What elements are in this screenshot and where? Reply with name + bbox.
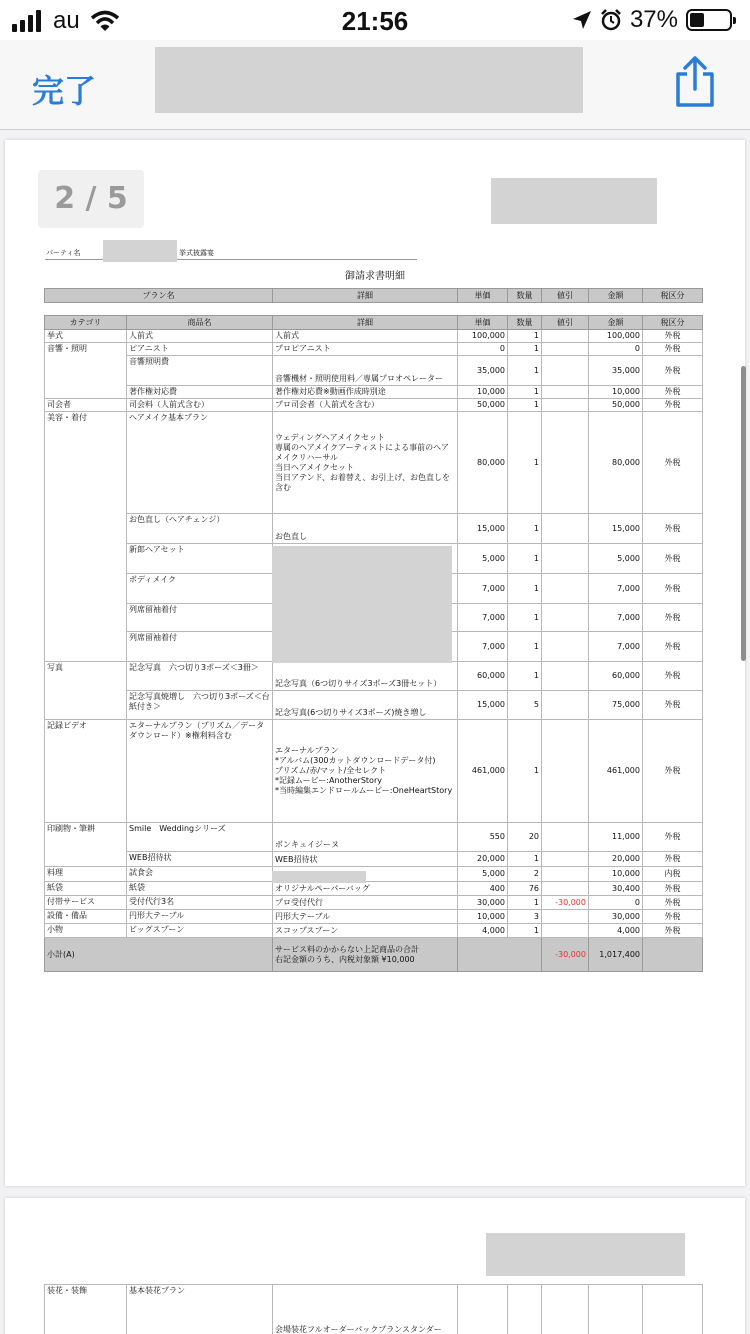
cell-item: 記念写真 六つ切り3ポーズ＜3冊＞ bbox=[127, 662, 273, 691]
cell-category: 料理 bbox=[45, 867, 127, 882]
cell-price: 461,000 bbox=[458, 720, 508, 823]
cell-discount bbox=[542, 574, 589, 604]
plan-header-table bbox=[44, 288, 703, 303]
cell-discount bbox=[542, 544, 589, 574]
cell-amount: 15,000 bbox=[589, 514, 643, 544]
table-row bbox=[45, 662, 703, 691]
cell-item: 記念写真焼増し 六つ切り3ポーズ＜台紙付き＞ bbox=[127, 691, 273, 720]
alarm-icon bbox=[600, 9, 622, 31]
table-row bbox=[45, 720, 703, 823]
cell-item: 音響照明費 bbox=[127, 356, 273, 386]
table-row bbox=[45, 330, 703, 343]
cell-discount bbox=[542, 343, 589, 356]
cell-discount bbox=[542, 823, 589, 852]
cell-qty: 1 bbox=[508, 412, 542, 514]
cell-qty: 1 bbox=[508, 604, 542, 632]
cell-discount bbox=[542, 882, 589, 896]
cell-amount: 0 bbox=[589, 343, 643, 356]
cell-discount bbox=[542, 514, 589, 544]
cell-item: WEB招待状 bbox=[127, 852, 273, 867]
cell-price: 30,000 bbox=[458, 896, 508, 910]
table-row bbox=[45, 924, 703, 938]
cell-price: 550 bbox=[458, 823, 508, 852]
cell-qty: 1 bbox=[508, 343, 542, 356]
cell-qty: 1 bbox=[508, 662, 542, 691]
redacted-party-name bbox=[103, 240, 177, 262]
cell-tax: 外税 bbox=[643, 514, 703, 544]
cell-price: 50,000 bbox=[458, 399, 508, 412]
table-row bbox=[45, 882, 703, 896]
cell-price: 10,000 bbox=[458, 910, 508, 924]
cell-price: 4,000 bbox=[458, 924, 508, 938]
cell-item: 新郎ヘアセット bbox=[127, 544, 273, 574]
cell-tax: 外税 bbox=[643, 823, 703, 852]
header-cell: 税区分 bbox=[643, 289, 703, 303]
cell-category: 音響・照明 bbox=[45, 343, 127, 399]
cell-amount: 11,000 bbox=[589, 823, 643, 852]
cell-amount: 75,000 bbox=[589, 691, 643, 720]
header-cell: カテゴリ bbox=[45, 316, 127, 330]
cell-discount bbox=[542, 412, 589, 514]
cell-discount bbox=[542, 356, 589, 386]
subtotal-label: 小計(A) bbox=[45, 938, 273, 972]
document-page bbox=[5, 140, 745, 1186]
cell-qty: 1 bbox=[508, 330, 542, 343]
cell-discount bbox=[542, 330, 589, 343]
cell-tax: 外税 bbox=[643, 386, 703, 399]
cell-detail: オリジナルペーパーバッグ bbox=[273, 882, 458, 896]
cell-amount: 35,000 bbox=[589, 356, 643, 386]
cell-category: 挙式 bbox=[45, 330, 127, 343]
nav-bar bbox=[0, 40, 750, 130]
table-row bbox=[45, 1285, 703, 1334]
cell-discount bbox=[542, 852, 589, 867]
header-cell: 詳細 bbox=[273, 289, 458, 303]
cell-tax: 外税 bbox=[643, 852, 703, 867]
cell-price: 7,000 bbox=[458, 574, 508, 604]
cell-item: 基本装花プラン bbox=[127, 1285, 273, 1334]
subtotal-amount: 1,017,400 bbox=[589, 938, 643, 972]
cell-discount bbox=[542, 910, 589, 924]
table-row bbox=[45, 514, 703, 544]
cell-tax: 外税 bbox=[643, 910, 703, 924]
cell-item: 著作権対応費 bbox=[127, 386, 273, 399]
cell-amount: 5,000 bbox=[589, 544, 643, 574]
cell-price: 5,000 bbox=[458, 544, 508, 574]
table-row bbox=[45, 867, 703, 882]
cell-tax: 外税 bbox=[643, 574, 703, 604]
cell-item: 人前式 bbox=[127, 330, 273, 343]
cell-item: 司会料（人前式含む） bbox=[127, 399, 273, 412]
cell-qty: 1 bbox=[508, 574, 542, 604]
cell-tax: 外税 bbox=[643, 399, 703, 412]
cell-qty: 1 bbox=[508, 896, 542, 910]
cell-detail: WEB招待状 bbox=[273, 852, 458, 867]
cell-category: 印刷物・筆耕 bbox=[45, 823, 127, 867]
cell-item: ビッグスプーン bbox=[127, 924, 273, 938]
cell-amount: 30,400 bbox=[589, 882, 643, 896]
cell-qty: 1 bbox=[508, 924, 542, 938]
cell-detail: ウェディングヘアメイクセット 専属のヘアメイクアーティストによる事前のヘアメイクリハーサル 当日ヘアメイクセット 当日アテンド、お着替え、お引上げ、お色直しを含む bbox=[273, 412, 458, 514]
cell-qty: 2 bbox=[508, 867, 542, 882]
cell-amount: 80,000 bbox=[589, 412, 643, 514]
cell-category: 写真 bbox=[45, 662, 127, 720]
cell-amount: 10,000 bbox=[589, 386, 643, 399]
subtotal-row bbox=[45, 938, 703, 972]
cell-amount: 7,000 bbox=[589, 632, 643, 662]
document-title: 御請求書明細 bbox=[345, 271, 405, 282]
cell-price: 7,000 bbox=[458, 632, 508, 662]
cell-amount: 10,000 bbox=[589, 867, 643, 882]
header-cell: 金額 bbox=[589, 316, 643, 330]
cell-price: 400 bbox=[458, 882, 508, 896]
header-cell: 数量 bbox=[508, 316, 542, 330]
cell-tax: 外税 bbox=[643, 343, 703, 356]
table-header-row bbox=[45, 316, 703, 330]
cell-detail: 円形大テーブル bbox=[273, 910, 458, 924]
cell-discount bbox=[542, 399, 589, 412]
cell-amount: 30,000 bbox=[589, 910, 643, 924]
status-bar bbox=[0, 0, 750, 40]
table-row bbox=[45, 356, 703, 386]
cell-item: 円形大テーブル bbox=[127, 910, 273, 924]
cell-detail: ボンキュイジーヌ bbox=[273, 823, 458, 852]
header-cell: 値引 bbox=[542, 316, 589, 330]
cell-category: 小物 bbox=[45, 924, 127, 938]
cell-discount bbox=[542, 691, 589, 720]
cell-amount: 50,000 bbox=[589, 399, 643, 412]
cell-amount: 7,000 bbox=[589, 574, 643, 604]
cell-price: 7,000 bbox=[458, 604, 508, 632]
cell-detail: エターナルプラン *アルバム(300カットダウンロードデータ付) プリズム/赤/マット/全セレクト *記録ムービー:AnotherStory *当時編集エンドロールムービー:OneHeartStory bbox=[273, 720, 458, 823]
done-button[interactable]: 完了 bbox=[32, 72, 97, 110]
cell-detail: 会場装花フルオーダーパックプランスタンダー bbox=[273, 1285, 458, 1334]
cell-category: 紙袋 bbox=[45, 882, 127, 896]
cell-item: ピアニスト bbox=[127, 343, 273, 356]
redacted-details bbox=[272, 546, 452, 663]
redacted-block-2 bbox=[486, 1233, 685, 1276]
share-icon[interactable] bbox=[672, 56, 718, 108]
plan-header-row bbox=[45, 289, 703, 303]
cell-amount: 100,000 bbox=[589, 330, 643, 343]
cell-detail: プロ司会者（人前式を含む） bbox=[273, 399, 458, 412]
cell-tax: 外税 bbox=[643, 691, 703, 720]
cell-discount bbox=[542, 867, 589, 882]
redacted-block bbox=[491, 178, 657, 224]
cell-tax: 外税 bbox=[643, 604, 703, 632]
cell-qty: 5 bbox=[508, 691, 542, 720]
cell-qty: 1 bbox=[508, 399, 542, 412]
cell-detail: プロ受付代行 bbox=[273, 896, 458, 910]
cell-item: 紙袋 bbox=[127, 882, 273, 896]
cell-price: 20,000 bbox=[458, 852, 508, 867]
cell-price: 35,000 bbox=[458, 356, 508, 386]
header-cell: 単価 bbox=[458, 316, 508, 330]
subtotal-note: サービス料のかからない上記商品の合計 右記金額のうち、内税対象額 ¥10,000 bbox=[273, 938, 458, 972]
cell-amount: 4,000 bbox=[589, 924, 643, 938]
header-cell: 単価 bbox=[458, 289, 508, 303]
cell-tax: 外税 bbox=[643, 720, 703, 823]
cell-tax: 外税 bbox=[643, 632, 703, 662]
header-cell: 詳細 bbox=[273, 316, 458, 330]
cell-qty: 1 bbox=[508, 632, 542, 662]
cell-tax: 外税 bbox=[643, 924, 703, 938]
cell-detail: プロピアニスト bbox=[273, 343, 458, 356]
cell-amount: 20,000 bbox=[589, 852, 643, 867]
cell-amount: 60,000 bbox=[589, 662, 643, 691]
table-row bbox=[45, 386, 703, 399]
cell-item: 列席留袖着付 bbox=[127, 604, 273, 632]
cell-price: 10,000 bbox=[458, 386, 508, 399]
cell-item: 列席留袖着付 bbox=[127, 632, 273, 662]
party-label: パーティ名 bbox=[46, 249, 81, 257]
cell-qty: 20 bbox=[508, 823, 542, 852]
cell-discount bbox=[542, 632, 589, 662]
cell-tax: 外税 bbox=[643, 412, 703, 514]
location-icon bbox=[572, 10, 592, 30]
battery-icon bbox=[686, 9, 732, 31]
cell-qty: 3 bbox=[508, 910, 542, 924]
cell-detail: お色直し bbox=[273, 514, 458, 544]
cell-discount bbox=[542, 924, 589, 938]
invoice-table-next bbox=[44, 1284, 703, 1334]
cell-discount bbox=[542, 720, 589, 823]
cell-price: 15,000 bbox=[458, 691, 508, 720]
table-row bbox=[45, 852, 703, 867]
redacted-title bbox=[155, 47, 583, 113]
header-cell: 値引 bbox=[542, 289, 589, 303]
clock: 21:56 bbox=[341, 6, 409, 36]
cell-item: ボディメイク bbox=[127, 574, 273, 604]
cell-category: 設備・備品 bbox=[45, 910, 127, 924]
cell-tax: 外税 bbox=[643, 882, 703, 896]
redacted-detail-small bbox=[272, 871, 366, 883]
table-row bbox=[45, 399, 703, 412]
header-cell: プラン名 bbox=[45, 289, 273, 303]
table-row bbox=[45, 896, 703, 910]
cell-price: 15,000 bbox=[458, 514, 508, 544]
cell-item: エターナルプラン（プリズム／データダウンロード）※権利料含む bbox=[127, 720, 273, 823]
cell-detail: 記念写真（6つ切りサイズ3ポーズ3冊セット） bbox=[273, 662, 458, 691]
cell-item: ヘアメイク基本プラン bbox=[127, 412, 273, 514]
cell-tax: 外税 bbox=[643, 662, 703, 691]
document-page-next bbox=[5, 1198, 745, 1334]
cell-item: Smile Weddingシリーズ bbox=[127, 823, 273, 852]
cell-price: 80,000 bbox=[458, 412, 508, 514]
battery-percent: 37% bbox=[629, 6, 678, 33]
cell-tax: 外税 bbox=[643, 356, 703, 386]
party-name-line bbox=[45, 248, 417, 260]
cell-detail: スコップスプーン bbox=[273, 924, 458, 938]
cell-item: 受付代行3名 bbox=[127, 896, 273, 910]
cell-tax: 外税 bbox=[643, 544, 703, 574]
cell-discount bbox=[542, 662, 589, 691]
cell-qty: 1 bbox=[508, 386, 542, 399]
cell-discount: -30,000 bbox=[542, 896, 589, 910]
party-suffix: 挙式披露宴 bbox=[179, 249, 214, 257]
carrier-label: au bbox=[53, 7, 80, 34]
cell-detail: 音響機材・照明使用料／専属プロオペレーター bbox=[273, 356, 458, 386]
cell-detail: 記念写真(6つ切りサイズ3ポーズ)焼き増し bbox=[273, 691, 458, 720]
cell-item: お色直し（ヘアチェンジ） bbox=[127, 514, 273, 544]
cell-qty: 1 bbox=[508, 720, 542, 823]
cell-discount bbox=[542, 386, 589, 399]
table-row bbox=[45, 343, 703, 356]
cell-price: 60,000 bbox=[458, 662, 508, 691]
header-cell: 金額 bbox=[589, 289, 643, 303]
cell-tax: 外税 bbox=[643, 896, 703, 910]
cell-qty: 1 bbox=[508, 514, 542, 544]
cell-amount: 7,000 bbox=[589, 604, 643, 632]
cell-item: 試食会 bbox=[127, 867, 273, 882]
cell-tax: 外税 bbox=[643, 330, 703, 343]
cell-price: 0 bbox=[458, 343, 508, 356]
subtotal-discount: -30,000 bbox=[542, 938, 589, 972]
cell-price: 5,000 bbox=[458, 867, 508, 882]
cell-price: 100,000 bbox=[458, 330, 508, 343]
table-row bbox=[45, 412, 703, 514]
cell-amount: 0 bbox=[589, 896, 643, 910]
cell-detail: 人前式 bbox=[273, 330, 458, 343]
header-cell: 税区分 bbox=[643, 316, 703, 330]
table-row bbox=[45, 823, 703, 852]
cell-amount: 461,000 bbox=[589, 720, 643, 823]
cell-tax: 内税 bbox=[643, 867, 703, 882]
cell-qty: 1 bbox=[508, 356, 542, 386]
cell-category: 装花・装飾 bbox=[45, 1285, 127, 1334]
table-row bbox=[45, 691, 703, 720]
header-cell: 商品名 bbox=[127, 316, 273, 330]
table-row bbox=[45, 910, 703, 924]
page-indicator: 2 / 5 bbox=[38, 170, 144, 228]
cell-discount bbox=[542, 604, 589, 632]
cell-category: 記録ビデオ bbox=[45, 720, 127, 823]
cell-category: 付帯サービス bbox=[45, 896, 127, 910]
header-cell: 数量 bbox=[508, 289, 542, 303]
cell-qty: 76 bbox=[508, 882, 542, 896]
scrollbar[interactable] bbox=[741, 366, 746, 661]
cell-qty: 1 bbox=[508, 544, 542, 574]
cell-category: 美容・着付 bbox=[45, 412, 127, 662]
cell-detail: 著作権対応費※動画作成時別途 bbox=[273, 386, 458, 399]
cell-qty: 1 bbox=[508, 852, 542, 867]
cell-category: 司会者 bbox=[45, 399, 127, 412]
